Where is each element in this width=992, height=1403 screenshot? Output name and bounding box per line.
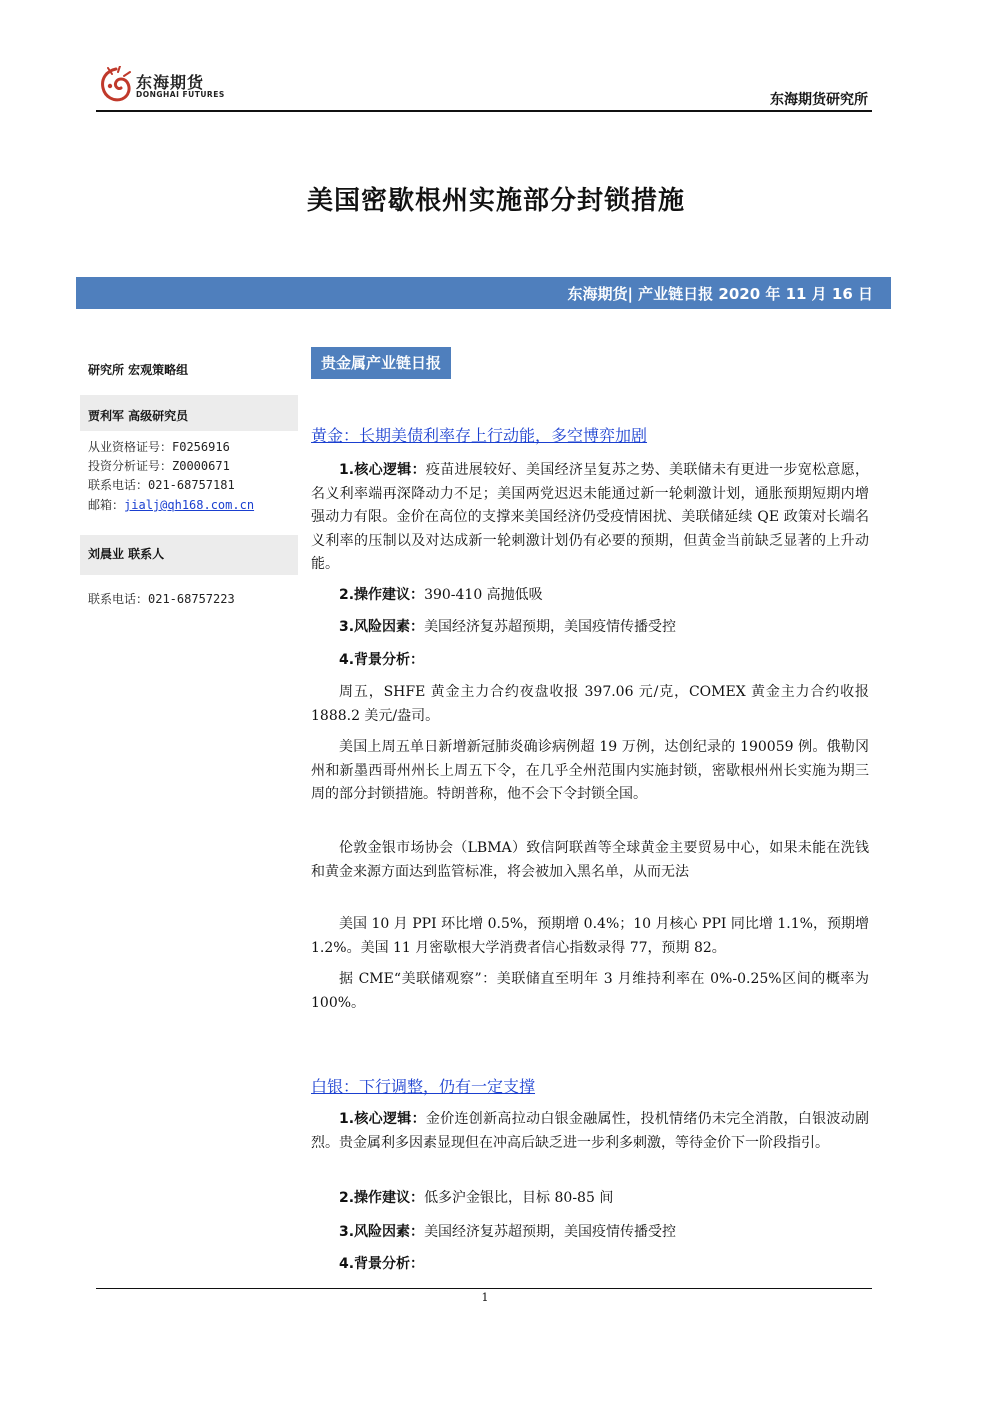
logo-text-en: DONGHAI FUTURES [136,90,225,99]
gold-bg-paragraph: 伦敦金银市场协会（LBMA）致信阿联酋等全球黄金主要贸易中心，如果未能在洗钱和黄金来源方面达到监管标准，将会被加入黑名单，从而无法 [311,840,869,880]
gold-logic-label: 1.核心逻辑： [339,462,426,478]
silver-logic-text: 金价连创新高拉动白银金融属性，投机情绪仍未完全消散，白银波动剧烈。贵金属利多因素显现但在冲高后缺乏进一步利多刺激，等待金价下一阶段指引。 [311,1111,870,1151]
gold-bg-paragraph: 美国上周五单日新增新冠肺炎确诊病例超 19 万例，达创纪录的 190059 例。俄勒冈州和新墨西哥州州长上周五下令，在几乎全州范围内实施封锁，密歇根州州长实施为期三周的部分封锁措施。特朗普称，他不会下令封锁全国。 [311,739,869,802]
silver-bg-label: 4.背景分析： [339,1256,425,1272]
gold-advice [311,584,869,608]
analyst-box [80,395,298,431]
sidebar-dept: 研究所 宏观策略组 [88,363,189,377]
gold-advice-text: 390-410 高抛低吸 [424,587,543,603]
investment-license-number: 投资分析证号：Z0000671 [88,459,230,473]
dragon-logo-icon [98,66,134,104]
silver-logic-label: 1.核心逻辑： [339,1111,426,1127]
silver-risk [311,1221,869,1245]
gold-logic-text: 疫苗进展较好、美国经济呈复苏之势、美联储未有更进一步宽松意愿，名义利率端再深降动力不足；美国两党迟迟未能通过新一轮刺激计划，通胀预期短期内增强动力有限。金价在高位的支撑来美国经济仍受疫情困扰、美联储延续 QE 政策对长端名义利率的压制以及对达成新一轮刺激计划仍有必要的预期，但黄金当前缺乏显著的上升动能。 [311,462,870,572]
banner-text: 东海期货| 产业链日报 2020 年 11 月 16 日 [567,285,873,303]
contact-box [80,535,298,575]
header-institute: 东海期货研究所 [770,92,868,108]
silver-risk-label: 3.风险因素： [339,1224,425,1240]
gold-heading[interactable]: 黄金：长期美债利率存上行动能，多空博弈加剧 [311,426,648,445]
report-banner [76,277,891,309]
gold-core-logic [311,459,869,577]
gold-risk-label: 3.风险因素： [339,619,425,635]
silver-advice-label: 2.操作建议： [339,1190,425,1206]
silver-background-label [311,1253,869,1277]
page-title: 美国密歇根州实施部分封锁措施 [306,186,685,216]
analyst-email-row [88,496,254,513]
gold-risk [311,616,869,640]
analyst-name: 贾利军 高级研究员 [88,409,189,423]
qualification-number: 从业资格证号：F0256916 [88,440,230,454]
analyst-phone: 联系电话：021-68757181 [88,478,235,492]
gold-advice-label: 2.操作建议： [339,587,425,603]
company-logo [98,66,238,106]
contact-name: 刘晨业 联系人 [88,547,165,561]
gold-bg-label: 4.背景分析： [339,652,425,668]
gold-bg-paragraph: 据 CME“美联储观察”：美联储直至明年 3 月维持利率在 0%-0.25%区间的概率为 100%。 [311,971,869,1011]
section-tag: 贵金属产业链日报 [311,347,451,379]
email-label: 邮箱： [88,498,125,512]
silver-advice [311,1187,869,1211]
gold-bg-paragraph: 周五，SHFE 黄金主力合约夜盘收报 397.06 元/克，COMEX 黄金主力合约收报 1888.2 美元/盎司。 [311,684,869,724]
silver-advice-text: 低多沪金银比，目标 80-85 间 [424,1190,614,1206]
email-link[interactable]: jialj@qh168.com.cn [124,498,255,512]
footer-divider [96,1288,872,1289]
header-divider [96,110,872,112]
gold-background-label [311,649,869,673]
contact-phone: 联系电话：021-68757223 [88,592,235,606]
gold-risk-text: 美国经济复苏超预期，美国疫情传播受控 [424,619,677,635]
silver-risk-text: 美国经济复苏超预期，美国疫情传播受控 [424,1224,677,1240]
silver-core-logic [311,1108,869,1155]
silver-heading[interactable]: 白银：下行调整，仍有一定支撑 [311,1077,536,1096]
gold-bg-paragraph: 美国 10 月 PPI 环比增 0.5%，预期增 0.4%；10 月核心 PPI 同比增 1.1%，预期增 1.2%。美国 11 月密歇根大学消费者信心指数录得 77，预期 82。 [311,916,869,956]
page-number: 1 [481,1291,489,1304]
logo-text-cn: 东海期货 [136,73,205,92]
